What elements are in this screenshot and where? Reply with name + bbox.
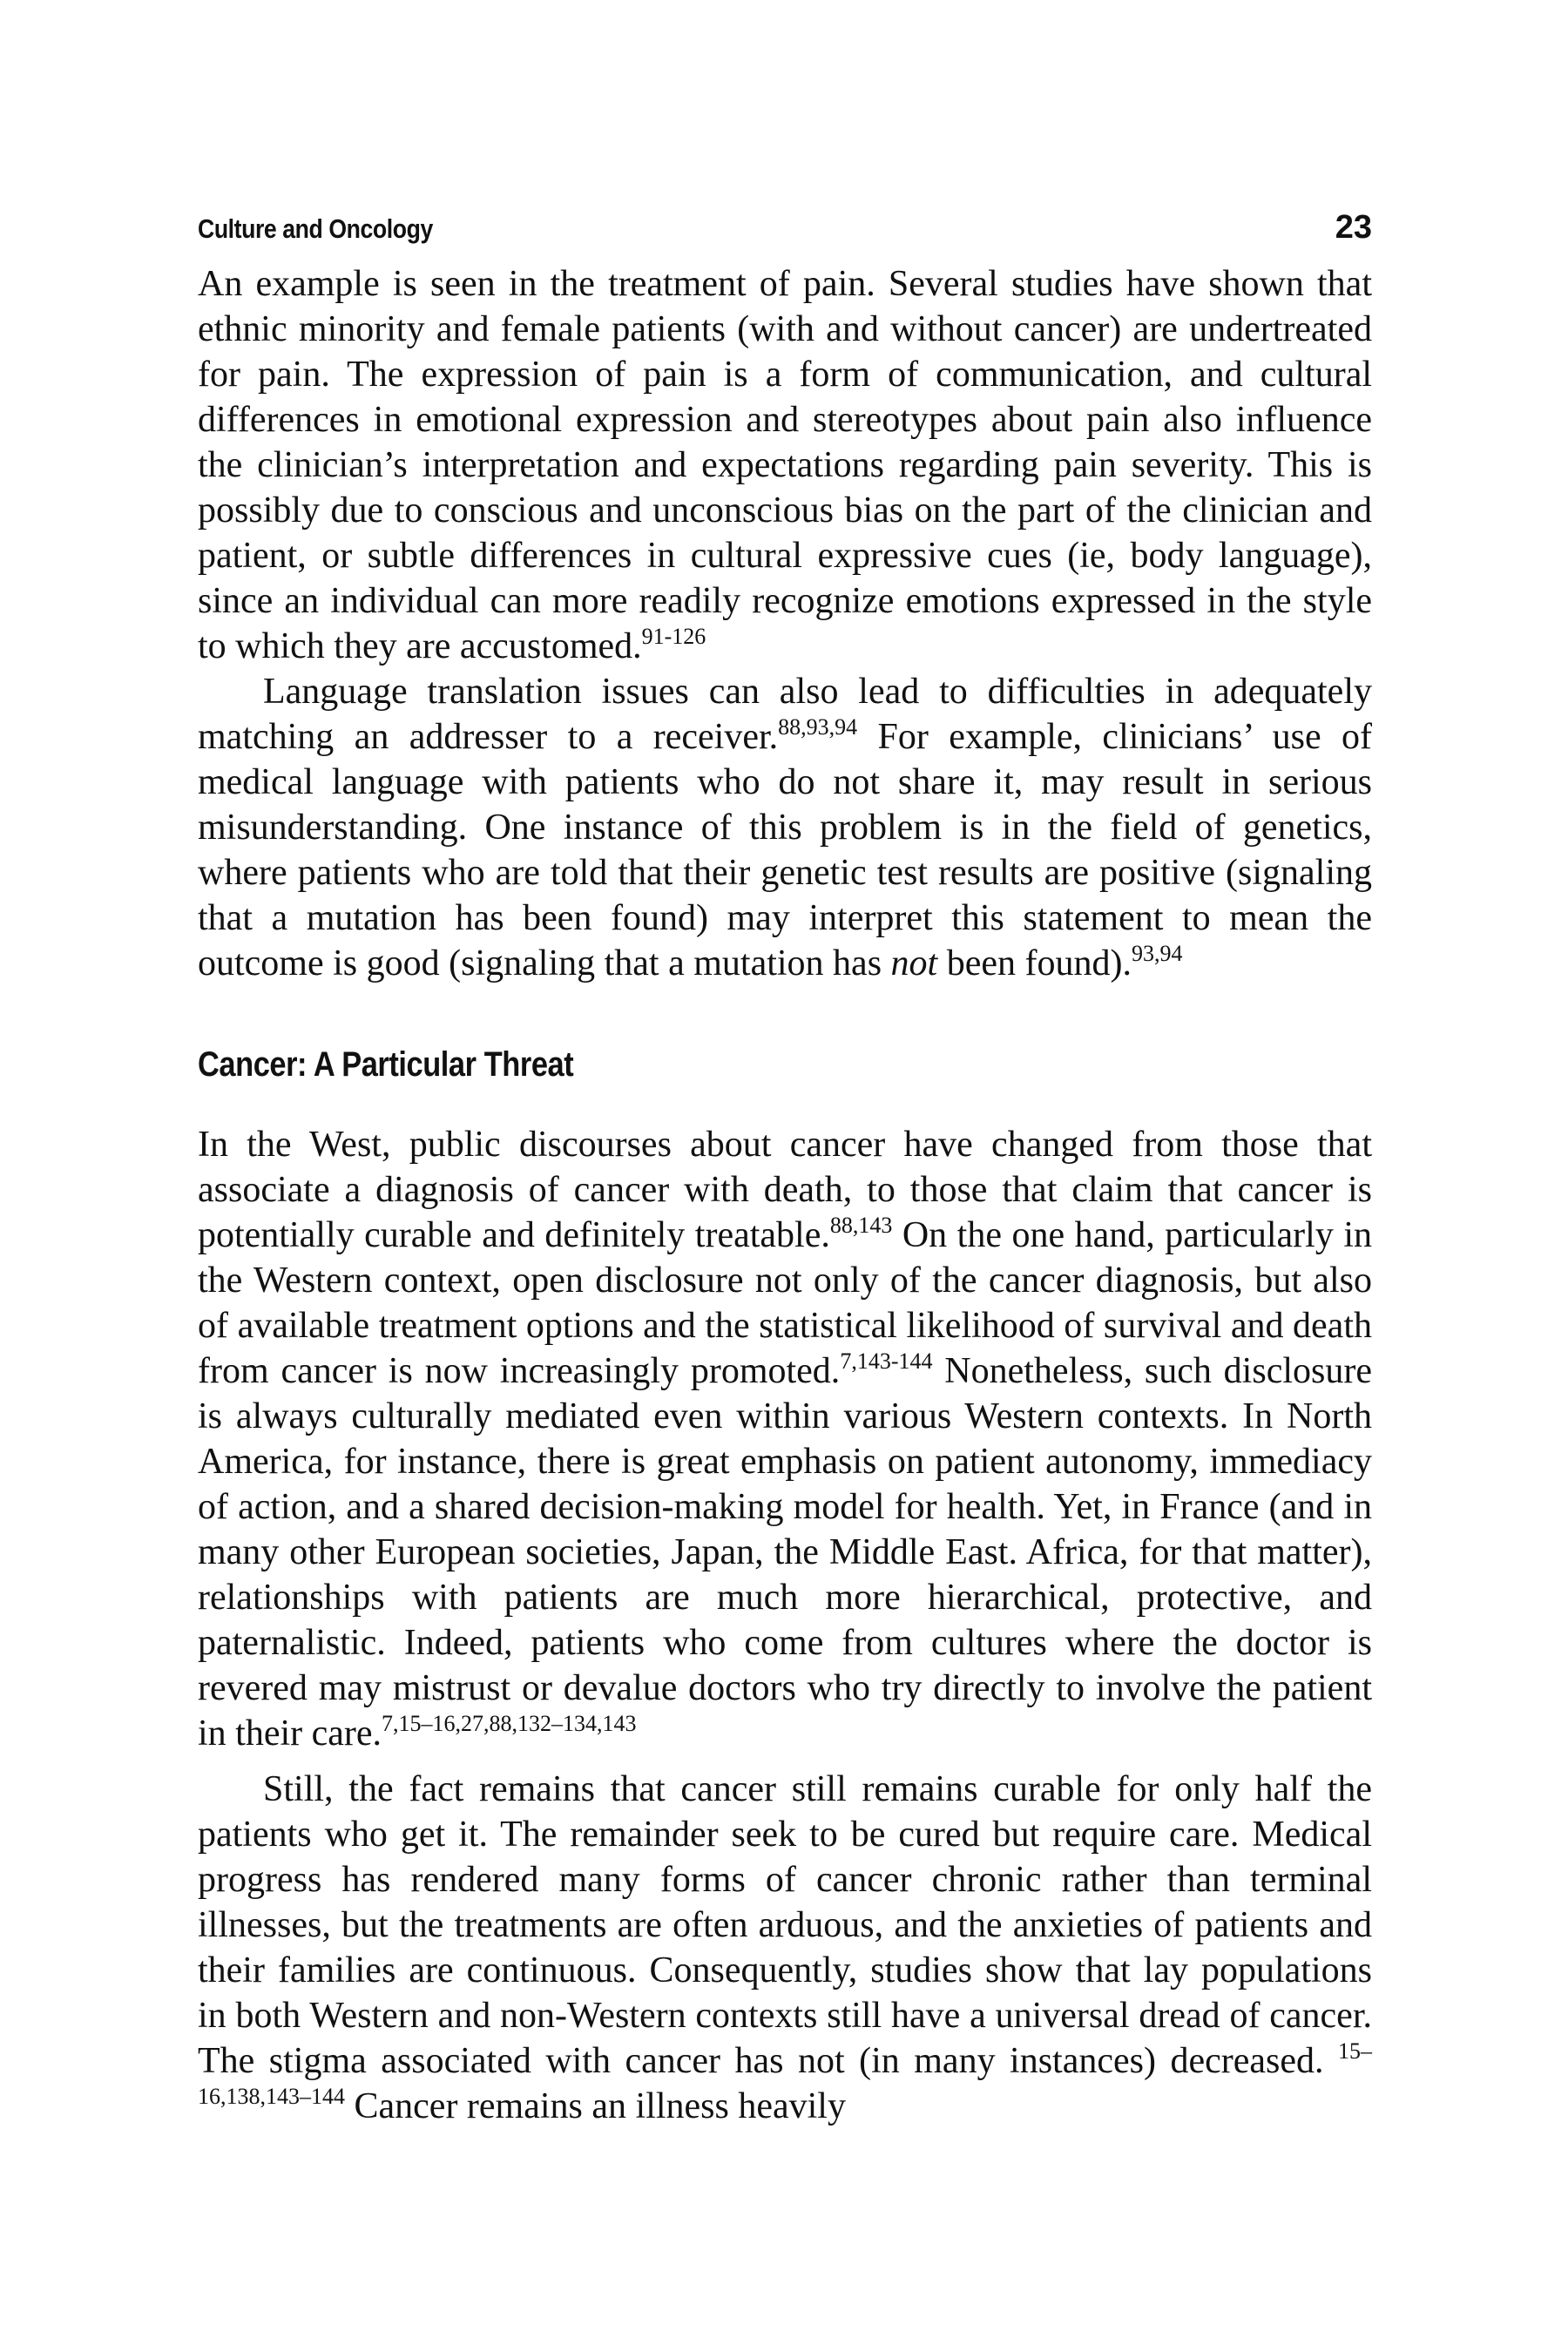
running-head <box>198 209 1372 261</box>
paragraph-text: Language translation issues can also lead to difficulties in adequately matching an addresser to a receiver. <box>198 672 1372 757</box>
paragraph-text: On the one hand, particularly in the Western context, open disclosure not only of the cancer diagnosis, but also of available treatment options and the statistical likelihood of survival and death from cancer is now increasingly promoted. <box>198 1215 1372 1391</box>
citation-superscript: 88,143 <box>829 1213 893 1238</box>
emphasis-text: not <box>890 943 938 983</box>
paragraph-text: For example, clinicians’ use of medical language with patients who do not share it, may result in serious misunderstanding. One instance of this problem is in the field of genetics, where patients who are told that their genetic test results are positive (signaling that a mutation has been found) may interpret this statement to mean the outcome is good (signaling that a mutation has <box>198 717 1372 983</box>
paragraph-text: Nonetheless, such disclosure is always culturally mediated even within various Western contexts. In North America, for instance, there is great emphasis on patient autonomy, immediacy of action, and a shared decision-making model for health. Yet, in France (and in many other European societies, Japan, the Middle East. Africa, for that matter), relationships with patients are much more hierarchical, protective, and paternalistic. Indeed, patients who come from cultures where the doctor is revered may mistrust or devalue doctors who try directly to involve the patient in their care. <box>198 1351 1372 1754</box>
page-number: 23 <box>1335 209 1372 246</box>
citation-superscript: 91-126 <box>641 624 706 649</box>
citation-superscript: 7,143-144 <box>840 1348 933 1374</box>
paragraph-text: been found). <box>937 943 1132 983</box>
body-text <box>198 261 1372 2129</box>
citation-superscript: 7,15–16,27,88,132–134,143 <box>382 1711 637 1736</box>
paragraph-text: Still, the fact remains that cancer still remains curable for only half the patients who get it. The remainder seek to be cured but require care. Medical progress has rendered many forms of cancer chronic rather than terminal illnesses, but the treatments are often arduous, and the anxieties of patients and their families are continuous. Consequently, studies show that lay populations in both Western and non-Western contexts still have a universal dread of cancer. The stigma associated with cancer has not (in many instances) decreased. <box>198 1769 1372 2081</box>
section-heading: Cancer: A Particular Threat <box>198 1045 574 1084</box>
paragraph-gap <box>198 1756 1372 1767</box>
running-title: Culture and Oncology <box>198 213 433 244</box>
citation-superscript: 88,93,94 <box>778 714 858 740</box>
citation-superscript: 15–16,138,143–144 <box>198 2038 1372 2109</box>
paragraph-language-translation <box>198 669 1372 986</box>
paragraph-pain-treatment <box>198 261 1372 669</box>
paragraph-curability <box>198 1767 1372 2129</box>
paragraph-text: Cancer remains an illness heavily <box>345 2086 846 2126</box>
paragraph-text: An example is seen in the treatment of pain. Several studies have shown that ethnic minority and female patients (with and without cancer) are undertreated for pain. The expression of pain is a form of communication, and cultural differences in emotional expression and stereotypes about pain also influence the clinician’s interpretation and expectations regarding pain severity. This is possibly due to conscious and unconscious bias on the part of the clinician and patient, or subtle differences in cultural expressive cues (ie, body language), since an individual can more readily recognize emotions expressed in the style to which they are accustomed. <box>198 264 1372 666</box>
paragraph-text: In the West, public discourses about cancer have changed from those that associate a diagnosis of cancer with death, to those that claim that cancer is potentially curable and definitely treatable. <box>198 1125 1372 1255</box>
citation-superscript: 93,94 <box>1131 941 1183 966</box>
paragraph-public-discourse <box>198 1122 1372 1756</box>
book-page <box>198 209 1372 2129</box>
